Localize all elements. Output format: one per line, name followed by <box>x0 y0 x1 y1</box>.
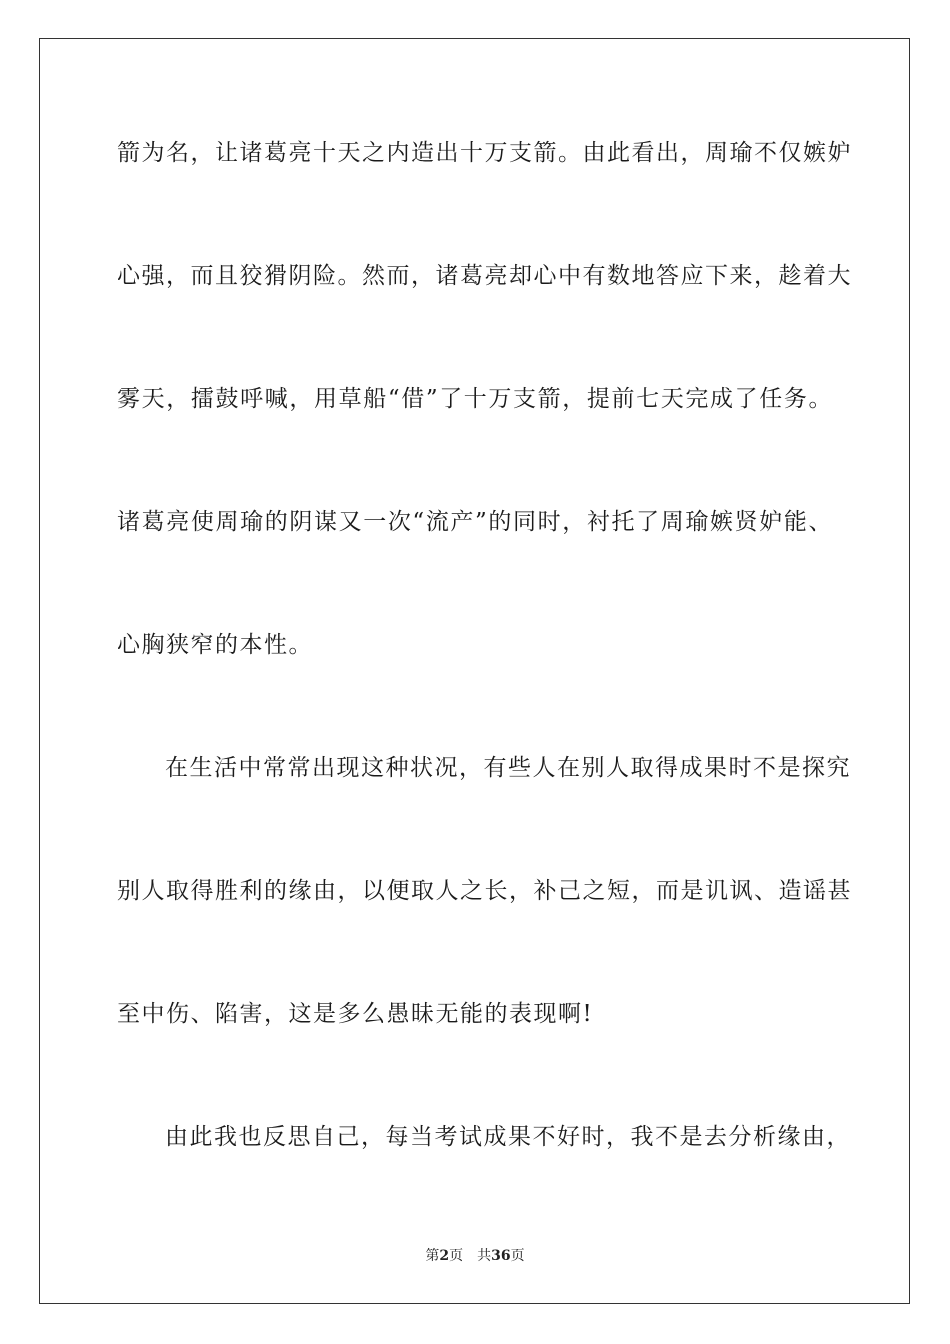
text-line-4: 诸葛亮使周瑜的阴谋又一次“流产”的同时，衬托了周瑜嫉贤妒能、 <box>117 509 833 535</box>
footer-total-prefix: 共 <box>477 1248 492 1264</box>
text-line-7: 别人取得胜利的缘由，以便取人之长，补己之短，而是讥讽、造谣甚 <box>117 878 852 904</box>
footer-total-suffix: 页 <box>510 1248 525 1264</box>
total-page-count: 36 <box>491 1248 511 1264</box>
text-line-8: 至中伤、陷害，这是多么愚昧无能的表现啊! <box>117 1001 594 1027</box>
page-border <box>39 38 910 1304</box>
text-line-1: 箭为名，让诸葛亮十天之内造出十万支箭。由此看出，周瑜不仅嫉妒 <box>117 140 852 166</box>
text-line-3: 雾天，擂鼓呼喊，用草船“借”了十万支箭，提前七天完成了任务。 <box>117 386 833 412</box>
text-line-5: 心胸狭窄的本性。 <box>117 632 313 658</box>
page-footer <box>0 1247 950 1265</box>
paragraph-start-line-6: 在生活中常常出现这种状况，有些人在别人取得成果时不是探究 <box>165 755 851 781</box>
paragraph-start-line-9: 由此我也反思自己，每当考试成果不好时，我不是去分析缘由， <box>165 1124 851 1150</box>
text-line-2: 心强，而且狡猾阴险。然而，诸葛亮却心中有数地答应下来，趁着大 <box>117 263 852 289</box>
current-page-number: 2 <box>439 1248 450 1264</box>
footer-page-suffix: 页 <box>449 1248 464 1264</box>
footer-prefix: 第 <box>425 1248 440 1264</box>
